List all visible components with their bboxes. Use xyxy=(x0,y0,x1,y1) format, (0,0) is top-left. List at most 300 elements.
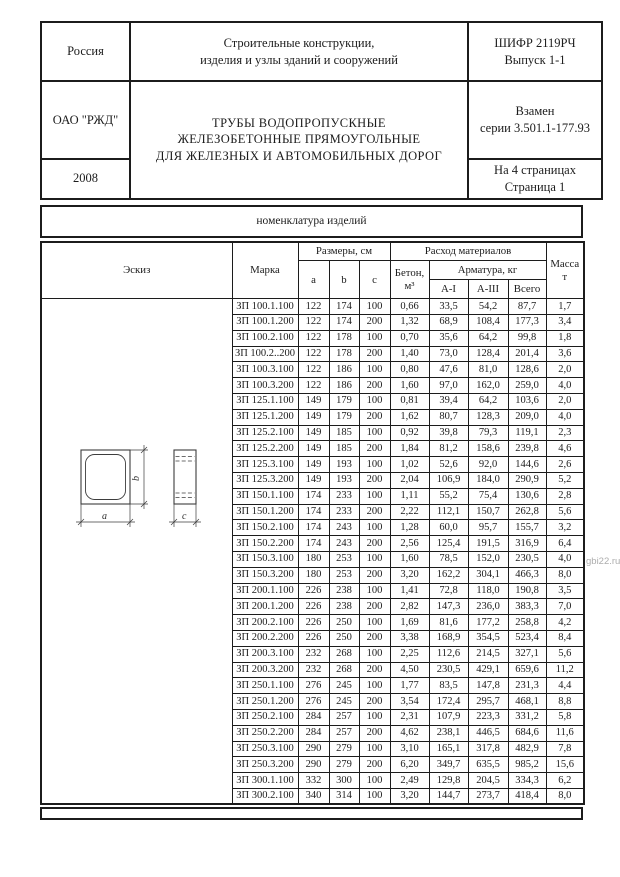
value-cell: 354,5 xyxy=(468,630,508,646)
value-cell: 290 xyxy=(298,757,329,773)
value-cell: 47,6 xyxy=(429,362,468,378)
value-cell: 1,7 xyxy=(546,299,584,315)
value-cell: 466,3 xyxy=(508,567,546,583)
value-cell: 1,32 xyxy=(390,315,429,331)
value-cell: 204,5 xyxy=(468,773,508,789)
value-cell: 155,7 xyxy=(508,520,546,536)
value-cell: 327,1 xyxy=(508,646,546,662)
value-cell: 290 xyxy=(298,741,329,757)
value-cell: 201,4 xyxy=(508,346,546,362)
value-cell: 100 xyxy=(359,394,390,410)
value-cell: 122 xyxy=(298,299,329,315)
value-cell: 1,40 xyxy=(390,346,429,362)
value-cell: 273,7 xyxy=(468,788,508,804)
value-cell: 178 xyxy=(329,330,359,346)
value-cell: 1,60 xyxy=(390,552,429,568)
value-cell: 223,3 xyxy=(468,709,508,725)
value-cell: 245 xyxy=(329,678,359,694)
value-cell: 314 xyxy=(329,788,359,804)
value-cell: 1,69 xyxy=(390,615,429,631)
mark-cell: ЗП 125.1.100 xyxy=(232,394,298,410)
value-cell: 245 xyxy=(329,694,359,710)
value-cell: 54,2 xyxy=(468,299,508,315)
value-cell: 100 xyxy=(359,362,390,378)
value-cell: 0,81 xyxy=(390,394,429,410)
mark-cell: ЗП 125.3.200 xyxy=(232,473,298,489)
value-cell: 103,6 xyxy=(508,394,546,410)
value-cell: 149 xyxy=(298,457,329,473)
value-cell: 276 xyxy=(298,678,329,694)
value-cell: 100 xyxy=(359,583,390,599)
value-cell: 179 xyxy=(329,409,359,425)
value-cell: 147,8 xyxy=(468,678,508,694)
header-mass-line2: т xyxy=(562,270,568,283)
header-sketch: Эскиз xyxy=(41,242,232,299)
value-cell: 1,11 xyxy=(390,488,429,504)
pages-line2: Страница 1 xyxy=(504,179,566,194)
code-line1: ШИФР 2119РЧ xyxy=(494,35,576,50)
value-cell: 226 xyxy=(298,615,329,631)
value-cell: 128,4 xyxy=(468,346,508,362)
mark-cell: ЗП 150.1.100 xyxy=(232,488,298,504)
value-cell: 174 xyxy=(298,488,329,504)
mark-cell: ЗП 250.2.100 xyxy=(232,709,298,725)
value-cell: 200 xyxy=(359,473,390,489)
value-cell: 177,2 xyxy=(468,615,508,631)
value-cell: 172,4 xyxy=(429,694,468,710)
value-cell: 108,4 xyxy=(468,315,508,331)
value-cell: 2,82 xyxy=(390,599,429,615)
value-cell: 200 xyxy=(359,504,390,520)
value-cell: 72,8 xyxy=(429,583,468,599)
year-cell: 2008 xyxy=(41,159,130,199)
value-cell: 231,3 xyxy=(508,678,546,694)
header-materials: Расход материалов xyxy=(390,242,546,261)
value-cell: 3,20 xyxy=(390,788,429,804)
value-cell: 268 xyxy=(329,662,359,678)
mark-cell: ЗП 250.3.100 xyxy=(232,741,298,757)
bottom-strip xyxy=(40,807,583,820)
mark-cell: ЗП 200.2.200 xyxy=(232,630,298,646)
value-cell: 200 xyxy=(359,694,390,710)
value-cell: 253 xyxy=(329,567,359,583)
value-cell: 193 xyxy=(329,457,359,473)
header-rebar-aiii: А-III xyxy=(468,280,508,299)
pages-line1: На 4 страницах xyxy=(494,163,576,177)
value-cell: 200 xyxy=(359,536,390,552)
value-cell: 100 xyxy=(359,330,390,346)
value-cell: 11,2 xyxy=(546,662,584,678)
nomenclature-band xyxy=(40,205,583,238)
value-cell: 4,4 xyxy=(546,678,584,694)
value-cell: 186 xyxy=(329,378,359,394)
value-cell: 193 xyxy=(329,473,359,489)
pipe-inner-opening xyxy=(85,455,125,500)
value-cell: 122 xyxy=(298,362,329,378)
value-cell: 2,25 xyxy=(390,646,429,662)
value-cell: 2,56 xyxy=(390,536,429,552)
value-cell: 250 xyxy=(329,630,359,646)
value-cell: 180 xyxy=(298,552,329,568)
header-concrete xyxy=(390,261,429,299)
value-cell: 64,2 xyxy=(468,394,508,410)
value-cell: 635,5 xyxy=(468,757,508,773)
value-cell: 52,6 xyxy=(429,457,468,473)
value-cell: 100 xyxy=(359,552,390,568)
subject-line3: ДЛЯ ЖЕЛЕЗНЫХ И АВТОМОБИЛЬНЫХ ДОРОГ xyxy=(155,149,443,164)
value-cell: 279 xyxy=(329,741,359,757)
value-cell: 232 xyxy=(298,662,329,678)
value-cell: 468,1 xyxy=(508,694,546,710)
value-cell: 158,6 xyxy=(468,441,508,457)
mark-cell: ЗП 150.3.100 xyxy=(232,552,298,568)
value-cell: 179 xyxy=(329,394,359,410)
value-cell: 523,4 xyxy=(508,630,546,646)
value-cell: 147,3 xyxy=(429,599,468,615)
value-cell: 331,2 xyxy=(508,709,546,725)
value-cell: 1,77 xyxy=(390,678,429,694)
value-cell: 112,1 xyxy=(429,504,468,520)
header-dim-a: a xyxy=(298,261,329,299)
value-cell: 268 xyxy=(329,646,359,662)
value-cell: 4,0 xyxy=(546,409,584,425)
value-cell: 128,3 xyxy=(468,409,508,425)
value-cell: 4,6 xyxy=(546,441,584,457)
value-cell: 144,7 xyxy=(429,788,468,804)
value-cell: 7,0 xyxy=(546,599,584,615)
value-cell: 78,5 xyxy=(429,552,468,568)
value-cell: 60,0 xyxy=(429,520,468,536)
value-cell: 3,20 xyxy=(390,567,429,583)
value-cell: 100 xyxy=(359,646,390,662)
value-cell: 1,41 xyxy=(390,583,429,599)
dim-label-c: c xyxy=(181,511,187,523)
value-cell: 122 xyxy=(298,330,329,346)
mark-cell: ЗП 125.3.100 xyxy=(232,457,298,473)
value-cell: 200 xyxy=(359,441,390,457)
value-cell: 39,8 xyxy=(429,425,468,441)
value-cell: 100 xyxy=(359,615,390,631)
value-cell: 2,8 xyxy=(546,488,584,504)
mark-cell: ЗП 200.3.200 xyxy=(232,662,298,678)
value-cell: 2,04 xyxy=(390,473,429,489)
header-dimensions: Размеры, см xyxy=(298,242,390,261)
value-cell: 75,4 xyxy=(468,488,508,504)
pipe-section-drawing xyxy=(66,441,208,533)
pipe-side-view xyxy=(174,450,196,504)
value-cell: 257 xyxy=(329,725,359,741)
value-cell: 0,66 xyxy=(390,299,429,315)
value-cell: 6,20 xyxy=(390,757,429,773)
value-cell: 100 xyxy=(359,457,390,473)
value-cell: 165,1 xyxy=(429,741,468,757)
value-cell: 209,0 xyxy=(508,409,546,425)
subject-line1: ТРУБЫ ВОДОПРОПУСКНЫЕ xyxy=(212,115,386,130)
value-cell: 15,6 xyxy=(546,757,584,773)
mark-cell: ЗП 250.1.100 xyxy=(232,678,298,694)
mark-cell: ЗП 200.1.200 xyxy=(232,599,298,615)
value-cell: 236,0 xyxy=(468,599,508,615)
mark-cell: ЗП 125.2.200 xyxy=(232,441,298,457)
mark-cell: ЗП 200.3.100 xyxy=(232,646,298,662)
mark-cell: ЗП 150.3.200 xyxy=(232,567,298,583)
value-cell: 185 xyxy=(329,425,359,441)
table-row xyxy=(41,299,584,315)
value-cell: 128,6 xyxy=(508,362,546,378)
value-cell: 226 xyxy=(298,599,329,615)
mark-cell: ЗП 100.2.100 xyxy=(232,330,298,346)
value-cell: 186 xyxy=(329,362,359,378)
mark-cell: ЗП 100.3.200 xyxy=(232,378,298,394)
value-cell: 1,60 xyxy=(390,378,429,394)
value-cell: 334,3 xyxy=(508,773,546,789)
value-cell: 100 xyxy=(359,299,390,315)
value-cell: 4,2 xyxy=(546,615,584,631)
value-cell: 316,9 xyxy=(508,536,546,552)
value-cell: 184,0 xyxy=(468,473,508,489)
products-table-body xyxy=(41,299,584,805)
value-cell: 97,0 xyxy=(429,378,468,394)
value-cell: 149 xyxy=(298,441,329,457)
drawing-sheet xyxy=(40,21,591,820)
value-cell: 418,4 xyxy=(508,788,546,804)
value-cell: 144,6 xyxy=(508,457,546,473)
header-mass xyxy=(546,242,584,299)
mark-cell: ЗП 125.2.100 xyxy=(232,425,298,441)
value-cell: 174 xyxy=(329,315,359,331)
value-cell: 149 xyxy=(298,473,329,489)
value-cell: 73,0 xyxy=(429,346,468,362)
value-cell: 87,7 xyxy=(508,299,546,315)
value-cell: 119,1 xyxy=(508,425,546,441)
value-cell: 429,1 xyxy=(468,662,508,678)
value-cell: 284 xyxy=(298,709,329,725)
replaces-cell xyxy=(468,81,602,159)
value-cell: 659,6 xyxy=(508,662,546,678)
value-cell: 174 xyxy=(298,536,329,552)
value-cell: 200 xyxy=(359,662,390,678)
value-cell: 200 xyxy=(359,599,390,615)
hidden-lines xyxy=(175,457,194,498)
value-cell: 200 xyxy=(359,757,390,773)
value-cell: 180 xyxy=(298,567,329,583)
value-cell: 8,8 xyxy=(546,694,584,710)
value-cell: 122 xyxy=(298,315,329,331)
value-cell: 238,1 xyxy=(429,725,468,741)
value-cell: 5,8 xyxy=(546,709,584,725)
value-cell: 100 xyxy=(359,741,390,757)
value-cell: 349,7 xyxy=(429,757,468,773)
value-cell: 83,5 xyxy=(429,678,468,694)
value-cell: 149 xyxy=(298,394,329,410)
value-cell: 446,5 xyxy=(468,725,508,741)
value-cell: 100 xyxy=(359,488,390,504)
value-cell: 81,2 xyxy=(429,441,468,457)
value-cell: 80,7 xyxy=(429,409,468,425)
value-cell: 168,9 xyxy=(429,630,468,646)
value-cell: 174 xyxy=(298,520,329,536)
value-cell: 0,70 xyxy=(390,330,429,346)
value-cell: 383,3 xyxy=(508,599,546,615)
mark-cell: ЗП 150.2.100 xyxy=(232,520,298,536)
value-cell: 95,7 xyxy=(468,520,508,536)
header-dim-b: b xyxy=(329,261,359,299)
value-cell: 3,6 xyxy=(546,346,584,362)
value-cell: 200 xyxy=(359,409,390,425)
pipe-section-sketch xyxy=(66,441,208,533)
mark-cell: ЗП 250.2.200 xyxy=(232,725,298,741)
value-cell: 262,8 xyxy=(508,504,546,520)
header-concrete-line2: м³ xyxy=(404,279,415,292)
value-cell: 0,80 xyxy=(390,362,429,378)
value-cell: 250 xyxy=(329,615,359,631)
value-cell: 279 xyxy=(329,757,359,773)
value-cell: 4,0 xyxy=(546,378,584,394)
value-cell: 118,0 xyxy=(468,583,508,599)
value-cell: 3,5 xyxy=(546,583,584,599)
value-cell: 149 xyxy=(298,425,329,441)
value-cell: 238 xyxy=(329,583,359,599)
mark-cell: ЗП 250.1.200 xyxy=(232,694,298,710)
value-cell: 243 xyxy=(329,520,359,536)
value-cell: 3,38 xyxy=(390,630,429,646)
value-cell: 122 xyxy=(298,378,329,394)
value-cell: 304,1 xyxy=(468,567,508,583)
value-cell: 185 xyxy=(329,441,359,457)
category-cell xyxy=(130,22,468,81)
products-table xyxy=(40,241,585,806)
value-cell: 4,50 xyxy=(390,662,429,678)
value-cell: 200 xyxy=(359,567,390,583)
subject-line2: ЖЕЛЕЗОБЕТОННЫЕ ПРЯМОУГОЛЬНЫЕ xyxy=(177,132,421,147)
replaces-line1: Взамен xyxy=(515,104,555,119)
mark-cell: ЗП 125.1.200 xyxy=(232,409,298,425)
value-cell: 259,0 xyxy=(508,378,546,394)
value-cell: 122 xyxy=(298,346,329,362)
value-cell: 2,0 xyxy=(546,394,584,410)
value-cell: 2,22 xyxy=(390,504,429,520)
value-cell: 7,8 xyxy=(546,741,584,757)
value-cell: 3,4 xyxy=(546,315,584,331)
value-cell: 5,6 xyxy=(546,504,584,520)
value-cell: 340 xyxy=(298,788,329,804)
value-cell: 150,7 xyxy=(468,504,508,520)
value-cell: 200 xyxy=(359,346,390,362)
value-cell: 1,84 xyxy=(390,441,429,457)
value-cell: 92,0 xyxy=(468,457,508,473)
value-cell: 684,6 xyxy=(508,725,546,741)
value-cell: 2,49 xyxy=(390,773,429,789)
value-cell: 257 xyxy=(329,709,359,725)
value-cell: 3,2 xyxy=(546,520,584,536)
dim-label-a: a xyxy=(101,511,107,523)
value-cell: 8,0 xyxy=(546,788,584,804)
value-cell: 8,4 xyxy=(546,630,584,646)
value-cell: 985,2 xyxy=(508,757,546,773)
value-cell: 100 xyxy=(359,520,390,536)
value-cell: 200 xyxy=(359,315,390,331)
value-cell: 100 xyxy=(359,678,390,694)
value-cell: 174 xyxy=(298,504,329,520)
value-cell: 317,8 xyxy=(468,741,508,757)
value-cell: 6,4 xyxy=(546,536,584,552)
value-cell: 11,6 xyxy=(546,725,584,741)
value-cell: 5,6 xyxy=(546,646,584,662)
value-cell: 191,5 xyxy=(468,536,508,552)
value-cell: 1,28 xyxy=(390,520,429,536)
header-mark: Марка xyxy=(232,242,298,299)
value-cell: 1,62 xyxy=(390,409,429,425)
value-cell: 243 xyxy=(329,536,359,552)
organization-cell: ОАО "РЖД" xyxy=(41,81,130,159)
value-cell: 300 xyxy=(329,773,359,789)
mark-cell: ЗП 100.1.100 xyxy=(232,299,298,315)
value-cell: 2,0 xyxy=(546,362,584,378)
value-cell: 112,6 xyxy=(429,646,468,662)
value-cell: 174 xyxy=(329,299,359,315)
value-cell: 482,9 xyxy=(508,741,546,757)
value-cell: 332 xyxy=(298,773,329,789)
value-cell: 100 xyxy=(359,709,390,725)
value-cell: 100 xyxy=(359,425,390,441)
value-cell: 230,5 xyxy=(429,662,468,678)
value-cell: 152,0 xyxy=(468,552,508,568)
pipe-outer-contour xyxy=(81,450,130,504)
value-cell: 6,2 xyxy=(546,773,584,789)
mark-cell: ЗП 300.2.100 xyxy=(232,788,298,804)
value-cell: 290,9 xyxy=(508,473,546,489)
value-cell: 4,0 xyxy=(546,552,584,568)
value-cell: 200 xyxy=(359,378,390,394)
value-cell: 130,6 xyxy=(508,488,546,504)
value-cell: 1,8 xyxy=(546,330,584,346)
value-cell: 0,92 xyxy=(390,425,429,441)
country-cell: Россия xyxy=(41,22,130,81)
value-cell: 295,7 xyxy=(468,694,508,710)
sketch-cell xyxy=(41,299,232,805)
value-cell: 100 xyxy=(359,788,390,804)
header-mass-line1: Масса xyxy=(550,258,580,271)
value-cell: 35,6 xyxy=(429,330,468,346)
value-cell: 3,54 xyxy=(390,694,429,710)
value-cell: 1,02 xyxy=(390,457,429,473)
watermark-text: gbi22.ru xyxy=(586,556,620,567)
value-cell: 81,6 xyxy=(429,615,468,631)
value-cell: 178 xyxy=(329,346,359,362)
value-cell: 190,8 xyxy=(508,583,546,599)
value-cell: 33,5 xyxy=(429,299,468,315)
mark-cell: ЗП 300.1.100 xyxy=(232,773,298,789)
value-cell: 232 xyxy=(298,646,329,662)
category-line1: Строительные конструкции, xyxy=(223,35,375,50)
header-dim-c: c xyxy=(359,261,390,299)
value-cell: 125,4 xyxy=(429,536,468,552)
pages-cell xyxy=(468,159,602,199)
mark-cell: ЗП 100.2..200 xyxy=(232,346,298,362)
value-cell: 230,5 xyxy=(508,552,546,568)
mark-cell: ЗП 200.1.100 xyxy=(232,583,298,599)
header-rebar-ai: А-I xyxy=(429,280,468,299)
value-cell: 2,3 xyxy=(546,425,584,441)
code-line2: Выпуск 1-1 xyxy=(504,52,566,67)
mark-cell: ЗП 250.3.200 xyxy=(232,757,298,773)
code-cell xyxy=(468,22,602,81)
subject-cell xyxy=(130,81,468,199)
value-cell: 233 xyxy=(329,504,359,520)
value-cell: 55,2 xyxy=(429,488,468,504)
value-cell: 258,8 xyxy=(508,615,546,631)
value-cell: 79,3 xyxy=(468,425,508,441)
